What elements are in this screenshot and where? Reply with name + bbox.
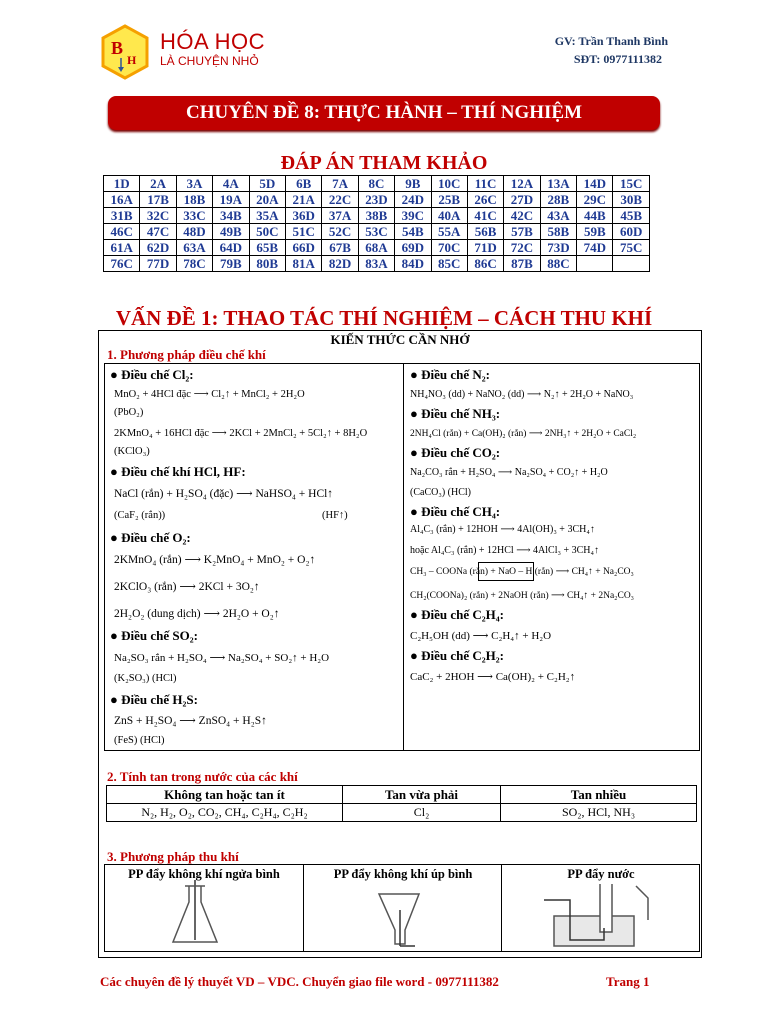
solubility-header-low: Không tan hoặc tan ít: [107, 786, 343, 804]
answer-cell: 60D: [613, 224, 649, 240]
topic-banner: CHUYÊN ĐỀ 8: THỰC HÀNH – THÍ NGHIỆM: [108, 96, 660, 130]
coona-box: [478, 562, 534, 581]
answer-cell: 19A: [213, 192, 249, 208]
water-displacement-icon: [540, 880, 660, 950]
solubility-value-low: N₂, H₂, O₂, CO₂, CH₄, C₂H₄, C₂H₂: [107, 804, 343, 822]
answer-cell: 67B: [322, 240, 358, 256]
reactions-divider: [403, 363, 404, 751]
answer-cell: 49B: [213, 224, 249, 240]
page-number: Trang 1: [606, 974, 650, 989]
teacher-name: GV: Trần Thanh Bình: [554, 34, 668, 48]
answer-cell: 61A: [104, 240, 140, 256]
answer-cell: 39C: [395, 208, 431, 224]
answer-cell: 23D: [358, 192, 394, 208]
answer-cell: 32C: [140, 208, 176, 224]
answers-row: [104, 208, 650, 224]
eq-ch4-3: CH₃ – COONa (rắn) + NaO – H (rắn) ⟶ CH₄↑ + Na₂CO₃: [410, 567, 634, 577]
answers-title: ĐÁP ÁN THAM KHẢO: [280, 152, 488, 174]
answer-cell: 84D: [395, 256, 431, 272]
answer-cell: 77D: [140, 256, 176, 272]
answers-row: [104, 176, 650, 192]
answer-cell: 21A: [285, 192, 321, 208]
heading-c2h2: ● Điều chế C₂H₂:: [410, 648, 504, 663]
logo-letter-h: H: [127, 53, 137, 67]
answer-cell: 3A: [176, 176, 212, 192]
knowledge-heading: KIẾN THỨC CẦN NHỚ: [330, 332, 470, 347]
eq-nh3: 2NH₄Cl (rắn) + Ca(OH)₂ (rắn) ⟶ 2NH₃↑ + 2H₂O + CaCl₂: [410, 429, 637, 439]
heading-o2: ● Điều chế O₂:: [110, 530, 191, 545]
answer-cell: 33C: [176, 208, 212, 224]
solubility-table: [106, 785, 697, 822]
answer-cell: 43A: [540, 208, 576, 224]
answer-cell: 83A: [358, 256, 394, 272]
solubility-value-mid: Cl₂: [343, 804, 501, 822]
answer-cell: 66D: [285, 240, 321, 256]
answer-cell: 36D: [285, 208, 321, 224]
answers-row: [104, 224, 650, 240]
answer-cell: 79B: [213, 256, 249, 272]
answer-cell: 18B: [176, 192, 212, 208]
heading-h2s: ● Điều chế H₂S:: [110, 692, 198, 707]
answer-cell: 57B: [504, 224, 540, 240]
answer-cell: 17B: [140, 192, 176, 208]
answer-cell: 75C: [613, 240, 649, 256]
answer-cell: 55A: [431, 224, 467, 240]
answer-cell: 71D: [467, 240, 503, 256]
solubility-header-mid: Tan vừa phải: [343, 786, 501, 804]
answer-cell: 7A: [322, 176, 358, 192]
answer-cell: 16A: [104, 192, 140, 208]
answer-cell: 4A: [213, 176, 249, 192]
answer-cell: 54B: [395, 224, 431, 240]
answer-cell: 12A: [504, 176, 540, 192]
answer-cell: 76C: [104, 256, 140, 272]
answer-cell: 28B: [540, 192, 576, 208]
solubility-header-high: Tan nhiều: [501, 786, 697, 804]
answer-cell: 64D: [213, 240, 249, 256]
heading-ch4: ● Điều chế CH₄:: [410, 504, 501, 519]
eq-cl2-2: 2KMnO₄ + 16HCl đặc ⟶ 2KCl + 2MnCl₂ + 5Cl₂↑ + 8H₂O: [114, 428, 368, 439]
note-caco3: (CaCO₃) (HCl): [410, 487, 471, 498]
answer-cell: 6B: [285, 176, 321, 192]
answer-cell: 50C: [249, 224, 285, 240]
answer-cell: [613, 256, 649, 272]
answer-cell: 22C: [322, 192, 358, 208]
section-2-heading: 2. Tính tan trong nước của các khí: [107, 769, 298, 784]
collect-method-water: PP đẩy nước: [567, 867, 635, 881]
answer-cell: 35A: [249, 208, 285, 224]
answer-cell: [577, 256, 613, 272]
eq-c2h4: C₂H₅OH (dd) ⟶ C₂H₄↑ + H₂O: [410, 630, 552, 642]
answer-cell: 68A: [358, 240, 394, 256]
answer-cell: 24D: [395, 192, 431, 208]
answers-row: [104, 256, 650, 272]
note-fes: (FeS) (HCl): [114, 735, 165, 746]
note-kclo3: (KClO₃): [114, 446, 150, 457]
eq-o2-1: 2KMnO₄ (rắn) ⟶ K₂MnO₄ + MnO₂ + O₂↑: [114, 554, 316, 566]
answer-cell: 5D: [249, 176, 285, 192]
section-title: VẤN ĐỀ 1: THAO TÁC THÍ NGHIỆM – CÁCH THU KHÍ: [115, 306, 653, 330]
answer-cell: 86C: [467, 256, 503, 272]
answer-cell: 9B: [395, 176, 431, 192]
eq-hcl: NaCl (rắn) + H₂SO₄ (đặc) ⟶ NaHSO₄ + HCl↑: [114, 488, 334, 500]
answer-cell: 73D: [540, 240, 576, 256]
answer-cell: 82D: [322, 256, 358, 272]
answer-cell: 38B: [358, 208, 394, 224]
answer-cell: 1D: [104, 176, 140, 192]
eq-c2h2: CaC₂ + 2HOH ⟶ Ca(OH)₂ + C₂H₂↑: [410, 671, 576, 683]
eq-so2: Na₂SO₃ rắn + H₂SO₄ ⟶ Na₂SO₄ + SO₂↑ + H₂O: [114, 652, 330, 664]
answer-cell: 87B: [504, 256, 540, 272]
answer-cell: 26C: [467, 192, 503, 208]
answer-cell: 30B: [613, 192, 649, 208]
heading-nh3: ● Điều chế NH₃:: [410, 406, 501, 421]
eq-co2: Na₂CO₃ rắn + H₂SO₄ ⟶ Na₂SO₄ + CO₂↑ + H₂O: [410, 467, 608, 478]
answer-cell: 44B: [577, 208, 613, 224]
eq-ch4-4: CH₂(COONa)₂ (rắn) + 2NaOH (rắn) ⟶ CH₄↑ + 2Na₂CO₃: [410, 591, 634, 601]
answer-cell: 20A: [249, 192, 285, 208]
answer-cell: 25B: [431, 192, 467, 208]
section-1-heading: 1. Phương pháp điều chế khí: [107, 347, 266, 362]
answer-cell: 47C: [140, 224, 176, 240]
inverted-flask-icon: [375, 880, 425, 950]
eq-o2-2: 2KClO₃ (rắn) ⟶ 2KCl + 3O₂↑: [114, 581, 260, 593]
answers-row: [104, 240, 650, 256]
answer-cell: 58B: [540, 224, 576, 240]
eq-h2s: ZnS + H₂SO₄ ⟶ ZnSO₄ + H₂S↑: [114, 715, 267, 727]
eq-ch4-1: Al₄C₃ (rắn) + 12HOH ⟶ 4Al(OH)₃ + 3CH₄↑: [410, 524, 595, 535]
answer-cell: 11C: [467, 176, 503, 192]
answer-cell: 46C: [104, 224, 140, 240]
answer-cell: 81A: [285, 256, 321, 272]
answer-cell: 51C: [285, 224, 321, 240]
answer-cell: 80B: [249, 256, 285, 272]
heading-so2: ● Điều chế SO₂:: [110, 628, 198, 643]
heading-c2h4: ● Điều chế C₂H₄:: [410, 607, 504, 622]
answer-cell: 63A: [176, 240, 212, 256]
answer-cell: 10C: [431, 176, 467, 192]
logo-subtitle: LÀ CHUYỆN NHỎ: [160, 54, 259, 68]
logo-letter-b: B: [111, 38, 124, 58]
collect-method-inverted: PP đẩy không khí úp bình: [333, 867, 473, 881]
eq-o2-3: 2H₂O₂ (dung dịch) ⟶ 2H₂O + O₂↑: [114, 608, 280, 620]
answer-cell: 41C: [467, 208, 503, 224]
upright-flask-icon: [165, 880, 225, 950]
footer-text: Các chuyên đề lý thuyết VD – VDC. Chuyển giao file word - 0977111382: [100, 974, 499, 989]
answer-cell: 59B: [577, 224, 613, 240]
answer-cell: 88C: [540, 256, 576, 272]
eq-n2: NH₄NO₃ (dd) + NaNO₂ (dd) ⟶ N₂↑ + 2H₂O + NaNO₃: [410, 389, 634, 400]
answers-table: [103, 175, 650, 272]
answer-cell: 48D: [176, 224, 212, 240]
answer-cell: 15C: [613, 176, 649, 192]
heading-cl2: ● Điều chế Cl₂:: [110, 367, 194, 382]
section-3-heading: 3. Phương pháp thu khí: [107, 849, 239, 864]
logo-hexagon-icon: [100, 24, 150, 80]
answer-cell: 37A: [322, 208, 358, 224]
answer-cell: 14D: [577, 176, 613, 192]
answer-cell: 13A: [540, 176, 576, 192]
answer-cell: 78C: [176, 256, 212, 272]
eq-cl2-1: MnO₂ + 4HCl đặc ⟶ Cl₂↑ + MnCl₂ + 2H₂O: [114, 389, 305, 400]
note-caf2: (CaF₂ (rắn)): [114, 510, 166, 521]
answer-cell: 70C: [431, 240, 467, 256]
answer-cell: 72C: [504, 240, 540, 256]
answers-row: [104, 192, 650, 208]
answer-cell: 53C: [358, 224, 394, 240]
solubility-value-high: SO₂, HCl, NH₃: [501, 804, 697, 822]
answer-cell: 34B: [213, 208, 249, 224]
logo-title: HÓA HỌC: [160, 29, 265, 54]
answer-cell: 2A: [140, 176, 176, 192]
answer-cell: 31B: [104, 208, 140, 224]
answer-cell: 40A: [431, 208, 467, 224]
note-k2so3: (K₂SO₃) (HCl): [114, 673, 177, 684]
heading-hcl: ● Điều chế khí HCl, HF:: [110, 464, 246, 479]
answer-cell: 27D: [504, 192, 540, 208]
note-hf: (HF↑): [322, 510, 348, 521]
heading-n2: ● Điều chế N₂:: [410, 367, 490, 382]
heading-co2: ● Điều chế CO₂:: [410, 445, 501, 460]
answer-cell: 74D: [577, 240, 613, 256]
answer-cell: 29C: [577, 192, 613, 208]
answer-cell: 62D: [140, 240, 176, 256]
answer-cell: 56B: [467, 224, 503, 240]
answer-cell: 42C: [504, 208, 540, 224]
collect-method-upright: PP đẩy không khí ngửa bình: [128, 867, 280, 881]
answer-cell: 8C: [358, 176, 394, 192]
teacher-phone: SĐT: 0977111382: [573, 52, 662, 66]
answer-cell: 65B: [249, 240, 285, 256]
eq-ch4-2: hoặc Al₄C₃ (rắn) + 12HCl ⟶ 4AlCl₃ + 3CH₄↑: [410, 545, 599, 556]
answer-cell: 85C: [431, 256, 467, 272]
answer-cell: 52C: [322, 224, 358, 240]
answer-cell: 45B: [613, 208, 649, 224]
answer-cell: 69D: [395, 240, 431, 256]
note-pbo2: (PbO₂): [114, 407, 144, 418]
